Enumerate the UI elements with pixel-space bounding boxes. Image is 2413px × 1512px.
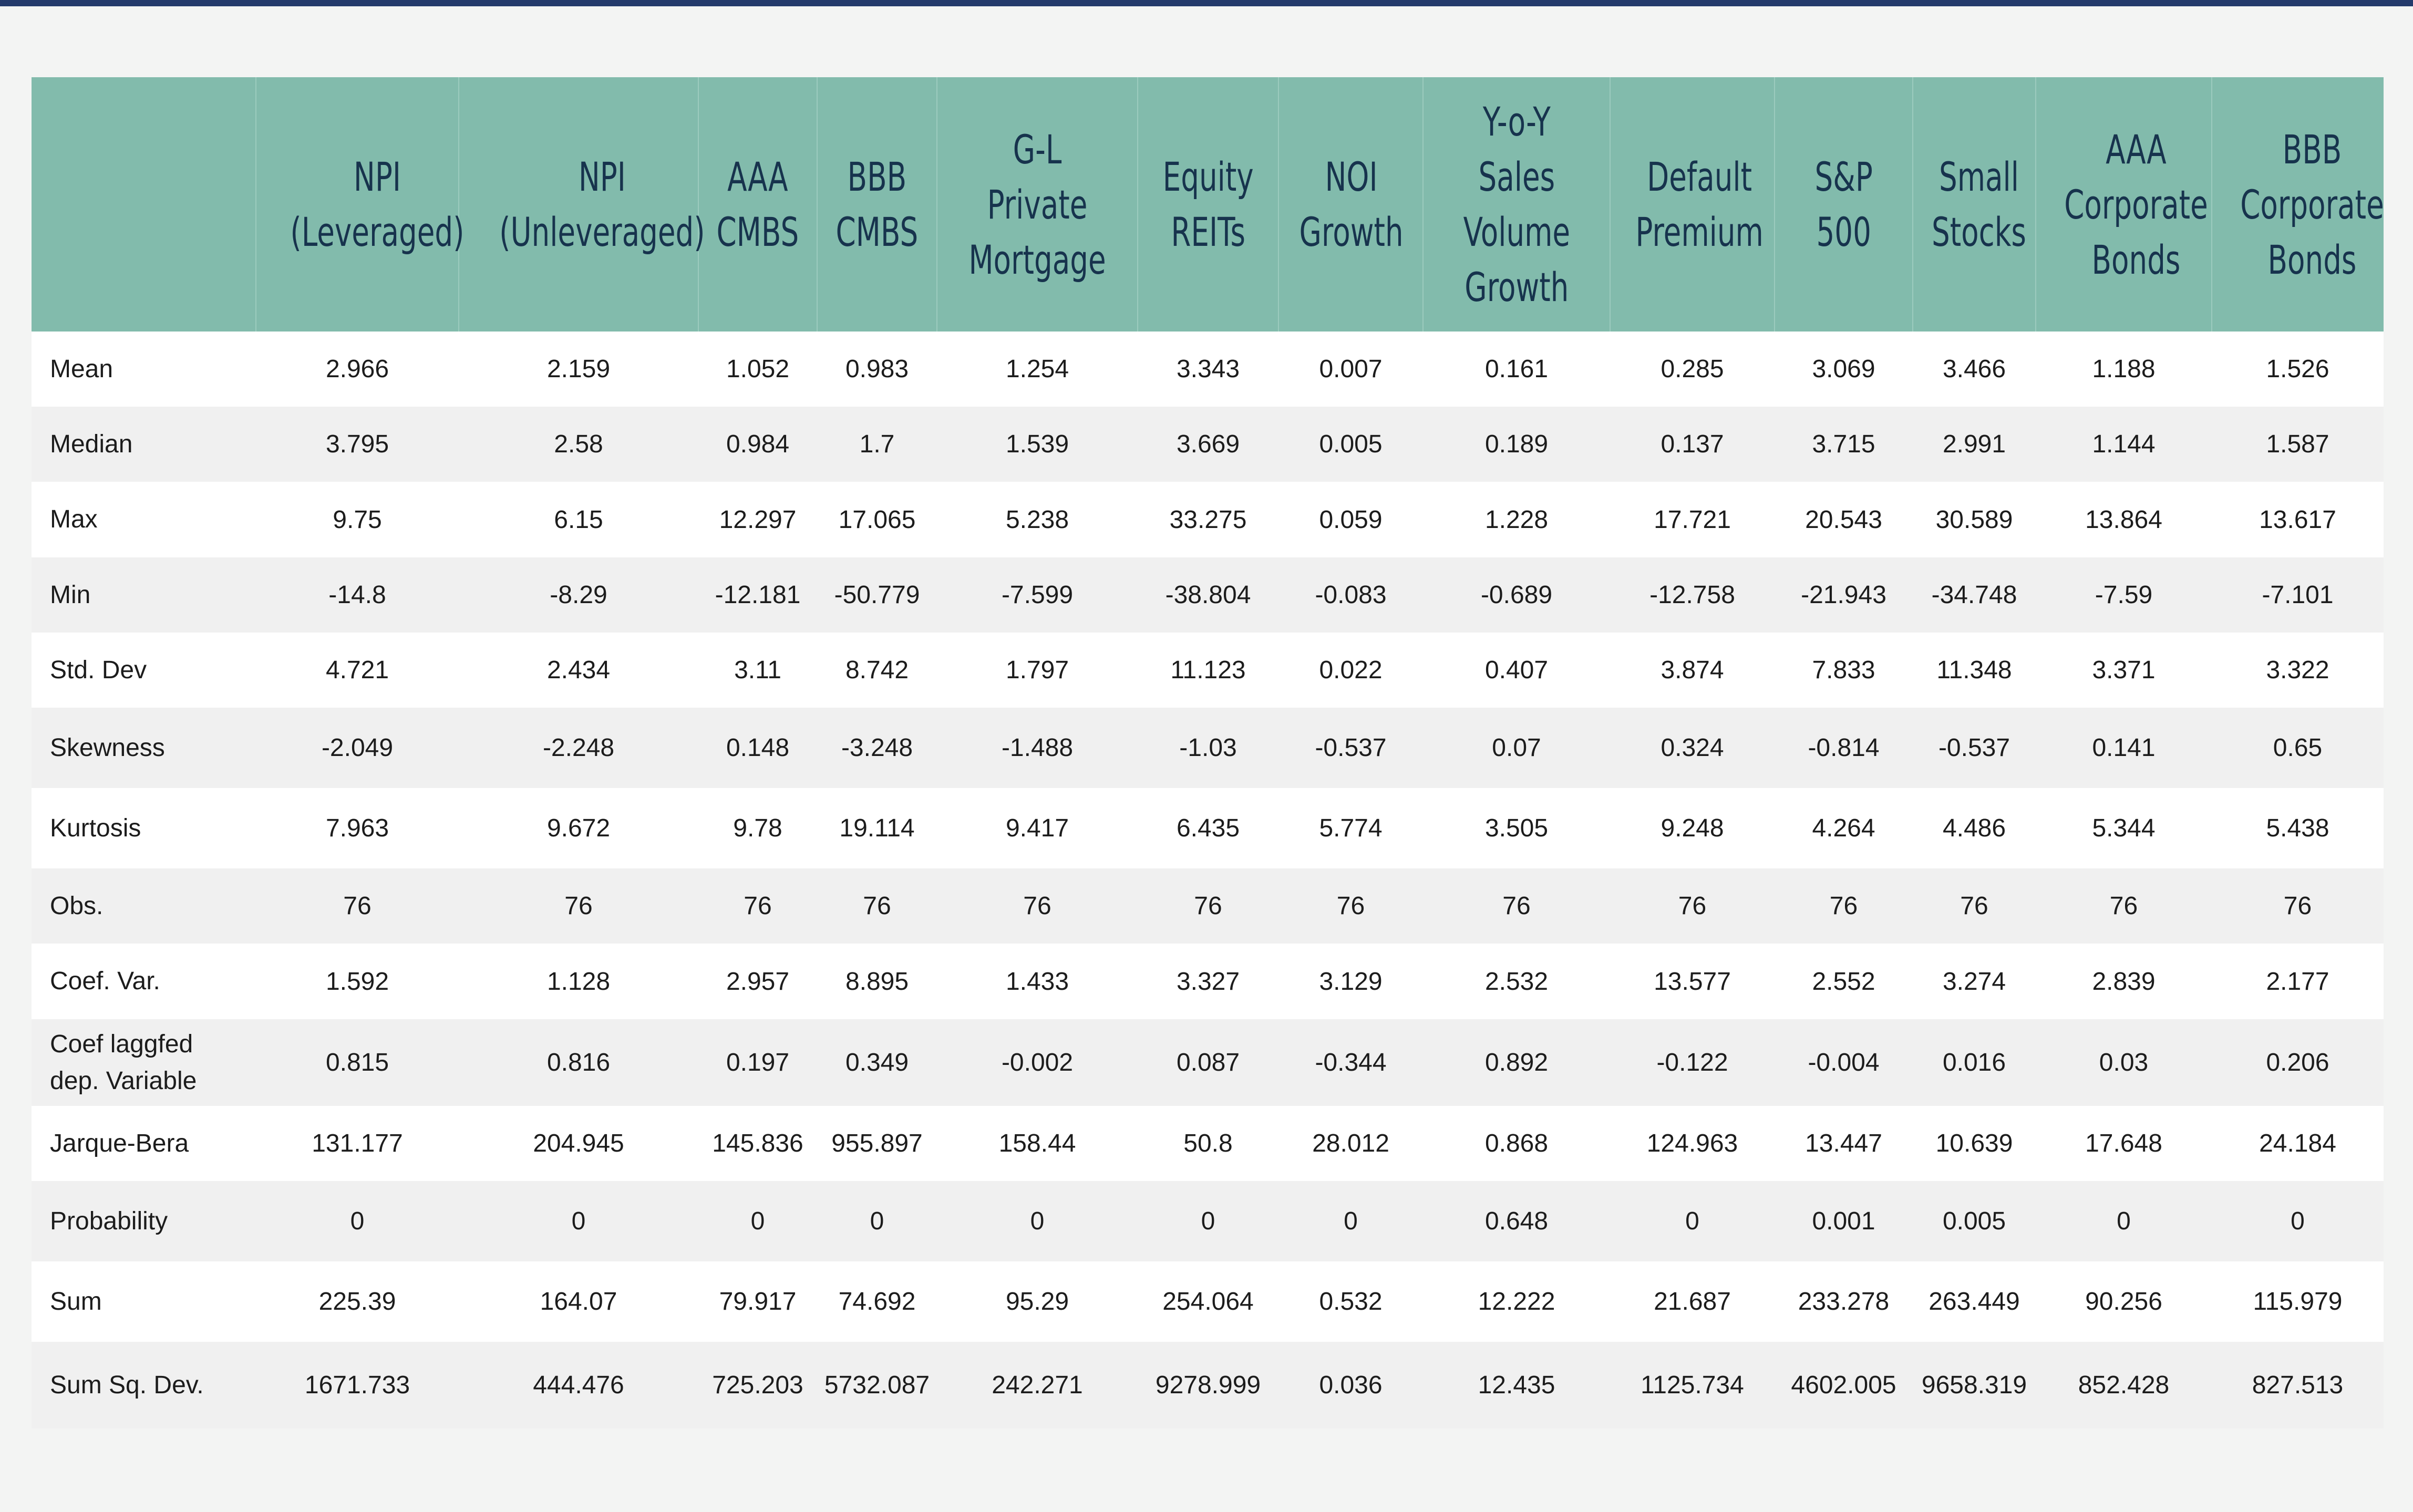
table-cell: -0.004 (1808, 1049, 1880, 1076)
table-cell: 1.797 (1005, 656, 1069, 684)
table-row (32, 788, 2384, 868)
table-cell: 0.206 (2266, 1049, 2329, 1076)
table-cell: -14.8 (328, 581, 386, 609)
table-cell: 1.254 (1005, 355, 1069, 383)
table-cell: 50.8 (1183, 1130, 1233, 1157)
table-cell: 0 (2117, 1207, 2131, 1235)
table-cell: 4.486 (1942, 814, 2006, 842)
row-label: Sum Sq. Dev. (50, 1371, 204, 1399)
table-cell: 1.188 (2092, 355, 2156, 383)
table-cell: 0.161 (1484, 355, 1549, 383)
table-cell: 2.552 (1812, 967, 1875, 996)
table-row (32, 332, 2384, 407)
table-cell: 9.75 (333, 505, 382, 534)
table-cell: -2.049 (321, 734, 394, 762)
table-body (32, 332, 2384, 1428)
table-cell: 2.159 (546, 355, 611, 383)
table-cell: 76 (1023, 892, 1051, 920)
table-cell: 7.963 (325, 814, 389, 842)
table-cell: 1125.734 (1641, 1371, 1744, 1399)
row-label: Coef laggfed dep. Variable (50, 1030, 197, 1095)
table-cell: 0.532 (1319, 1288, 1383, 1316)
table-cell: 2.177 (2266, 967, 2329, 996)
table-cell: 76 (1336, 892, 1365, 920)
table-cell: 5.774 (1319, 814, 1383, 842)
table-cell: 0.016 (1942, 1049, 2006, 1076)
table-cell: 0.648 (1484, 1207, 1549, 1235)
table-cell: -38.804 (1165, 581, 1251, 609)
table-row (32, 868, 2384, 944)
table-cell: 33.275 (1169, 505, 1247, 534)
table-cell: 3.715 (1812, 430, 1875, 458)
table-cell: 3.069 (1812, 355, 1875, 383)
table-cell: -3.248 (841, 734, 913, 762)
row-label: Probability (50, 1207, 168, 1235)
table-cell: 852.428 (2078, 1371, 2170, 1399)
table-cell: -34.748 (1931, 581, 2017, 609)
table-cell: 3.371 (2092, 656, 2156, 684)
table-cell: -7.599 (1001, 581, 1074, 609)
row-label: Sum (50, 1287, 102, 1316)
table-cell: 0 (1685, 1207, 1699, 1235)
table-cell: 0 (1030, 1207, 1045, 1235)
table-cell: 1671.733 (304, 1371, 410, 1399)
table-cell: 1.587 (2266, 430, 2329, 458)
table-cell: 11.348 (1936, 656, 2012, 684)
row-label: Mean (50, 355, 114, 383)
table-cell: 115.979 (2253, 1288, 2343, 1316)
table-cell: 13.577 (1654, 967, 1731, 996)
table-cell: 20.543 (1805, 505, 1882, 534)
table-cell: 5.438 (2266, 814, 2329, 842)
table-cell: 2.532 (1484, 967, 1549, 996)
table-cell: -0.537 (1938, 734, 2010, 762)
table-cell: 1.228 (1484, 505, 1549, 534)
table-cell: 76 (1502, 892, 1531, 920)
table-cell: 30.589 (1935, 505, 2013, 534)
table-cell: 1.052 (726, 355, 790, 383)
column-header: G-L Private Mortgage (937, 77, 1138, 332)
table-cell: 955.897 (831, 1130, 923, 1157)
table-cell: 0.407 (1484, 656, 1549, 684)
table-cell: 158.44 (998, 1130, 1076, 1157)
table-cell: 74.692 (838, 1288, 916, 1316)
table-cell: 12.435 (1478, 1371, 1555, 1399)
table-cell: 233.278 (1798, 1288, 1890, 1316)
table-cell: -0.344 (1315, 1049, 1387, 1076)
table-cell: -0.083 (1315, 581, 1387, 609)
row-label: Coef. Var. (50, 967, 160, 995)
table-cell: 0 (870, 1207, 884, 1235)
table-cell: 263.449 (1929, 1288, 2020, 1316)
table-cell: 0.03 (2099, 1049, 2149, 1076)
table-cell: 2.839 (2092, 967, 2156, 996)
table-cell: 3.327 (1176, 967, 1240, 996)
table-cell: -0.122 (1656, 1049, 1728, 1076)
table-cell: 28.012 (1312, 1130, 1389, 1157)
table-cell: 0 (1344, 1207, 1358, 1235)
table-cell: 4.264 (1812, 814, 1875, 842)
table-cell: 0.001 (1812, 1207, 1875, 1235)
column-header: NOI Growth (1278, 77, 1423, 332)
table-cell: 164.07 (540, 1288, 617, 1316)
table-cell: -50.779 (834, 581, 920, 609)
row-label: Median (50, 430, 133, 458)
table-cell: 6.435 (1176, 814, 1240, 842)
table-cell: 0.816 (546, 1049, 611, 1076)
table-cell: 1.433 (1005, 967, 1069, 996)
table-cell: 3.466 (1942, 355, 2006, 383)
table-cell: 444.476 (533, 1371, 624, 1399)
table-cell: 76 (564, 892, 593, 920)
table-cell: 9.672 (546, 814, 611, 842)
table-cell: 11.123 (1170, 656, 1246, 684)
table-row (32, 1106, 2384, 1181)
table-cell: 8.742 (845, 656, 909, 684)
table-cell: 3.505 (1484, 814, 1549, 842)
table-cell: 0.137 (1661, 430, 1724, 458)
row-label: Skewness (50, 733, 165, 762)
table-cell: 827.513 (2252, 1371, 2344, 1399)
table-cell: 76 (2283, 892, 2312, 920)
table-cell: 0.189 (1484, 430, 1549, 458)
table-cell: 5.344 (2092, 814, 2156, 842)
table-cell: 12.297 (719, 505, 797, 534)
table-cell: 124.963 (1646, 1130, 1738, 1157)
column-header: AAA Corporate Bonds (2036, 77, 2212, 332)
column-header: Equity REITs (1138, 77, 1278, 332)
table-cell: 1.539 (1005, 430, 1069, 458)
table-cell: 10.639 (1935, 1130, 2013, 1157)
table-cell: -12.181 (715, 581, 801, 609)
table-cell: 0.349 (845, 1049, 909, 1076)
table-cell: 3.274 (1942, 967, 2006, 996)
table-cell: 3.669 (1176, 430, 1240, 458)
table-cell: 90.256 (2085, 1288, 2162, 1316)
table-cell: 1.592 (325, 967, 389, 996)
table-cell: 3.874 (1661, 656, 1724, 684)
table-cell: 76 (863, 892, 891, 920)
table-header-row (32, 77, 2384, 332)
column-header: BBB Corporate Bonds (2212, 77, 2384, 332)
table-cell: 76 (1194, 892, 1222, 920)
table-cell: 76 (1960, 892, 1988, 920)
table-cell: 2.957 (726, 967, 790, 996)
table-cell: 0.197 (726, 1049, 790, 1076)
table-cell: -1.488 (1001, 734, 1074, 762)
table-cell: 1.7 (859, 430, 895, 458)
table-cell: 0.65 (2273, 734, 2323, 762)
table-cell: 0.141 (2092, 734, 2156, 762)
table-cell: 2.966 (325, 355, 389, 383)
table-cell: -0.814 (1808, 734, 1880, 762)
table-cell: 1.144 (2092, 430, 2156, 458)
column-header: S&P 500 (1775, 77, 1913, 332)
table-cell: 3.795 (325, 430, 389, 458)
table-cell: 13.617 (2259, 505, 2336, 534)
table-cell: 3.322 (2266, 656, 2329, 684)
table-cell: 0.007 (1319, 355, 1383, 383)
column-header: Small Stocks (1913, 77, 2036, 332)
table-cell: 254.064 (1162, 1288, 1254, 1316)
table-cell: 0 (571, 1207, 586, 1235)
column-header: NPI (Leveraged) (256, 77, 459, 332)
table-cell: 242.271 (992, 1371, 1083, 1399)
row-label: Obs. (50, 892, 104, 920)
table-cell: 0.868 (1484, 1130, 1549, 1157)
table-row (32, 482, 2384, 557)
table-cell: 0.005 (1942, 1207, 2006, 1235)
table-cell: 9.248 (1661, 814, 1724, 842)
table-cell: 0 (750, 1207, 765, 1235)
descriptive-statistics-table (32, 77, 2384, 1428)
table-cell: 0.059 (1319, 505, 1383, 534)
table-cell: 204.945 (533, 1130, 624, 1157)
header-corner (32, 77, 256, 332)
table-cell: 0.983 (845, 355, 909, 383)
row-label: Max (50, 505, 98, 533)
table-cell: 4.721 (325, 656, 389, 684)
table-cell: 76 (1829, 892, 1858, 920)
table-cell: 3.343 (1176, 355, 1240, 383)
table-cell: 0.984 (726, 430, 790, 458)
table-cell: 1.526 (2266, 355, 2329, 383)
row-label: Jarque-Bera (50, 1129, 189, 1157)
table-cell: 0.148 (726, 734, 790, 762)
table-cell: -0.689 (1480, 581, 1553, 609)
table-row (32, 557, 2384, 633)
table-row (32, 708, 2384, 788)
table-cell: 76 (1678, 892, 1707, 920)
table-cell: 145.836 (712, 1130, 803, 1157)
table-cell: 0.285 (1661, 355, 1724, 383)
table-cell: 0.07 (1492, 734, 1541, 762)
table-cell: 17.721 (1654, 505, 1731, 534)
table-cell: 0 (2291, 1207, 2305, 1235)
row-label: Min (50, 581, 91, 609)
table-cell: 0 (350, 1207, 365, 1235)
table-cell: 24.184 (2259, 1130, 2336, 1157)
top-accent-bar (0, 0, 2413, 6)
table-cell: 79.917 (719, 1288, 797, 1316)
table-cell: 2.434 (546, 656, 611, 684)
table-cell: 0.036 (1319, 1371, 1383, 1399)
column-header: Y-o-Y Sales Volume Growth (1423, 77, 1610, 332)
table-row (32, 1181, 2384, 1261)
column-header: AAA CMBS (698, 77, 817, 332)
table-cell: 6.15 (554, 505, 603, 534)
table-cell: -7.59 (2095, 581, 2153, 609)
table-cell: -8.29 (550, 581, 607, 609)
table-cell: 0.022 (1319, 656, 1383, 684)
table-row (32, 633, 2384, 708)
table-cell: 225.39 (318, 1288, 396, 1316)
table-cell: -0.537 (1315, 734, 1387, 762)
row-label: Std. Dev (50, 656, 147, 684)
table-cell: 0.815 (325, 1049, 389, 1076)
table-cell: 5.238 (1005, 505, 1069, 534)
table-cell: 76 (343, 892, 372, 920)
column-header: BBB CMBS (817, 77, 937, 332)
table-cell: 76 (744, 892, 772, 920)
table-cell: 0 (1201, 1207, 1215, 1235)
table-cell: 2.58 (554, 430, 603, 458)
table-cell: 0.005 (1319, 430, 1383, 458)
table-row (32, 407, 2384, 482)
table-cell: 5732.087 (824, 1371, 930, 1399)
table-cell: 9278.999 (1155, 1371, 1261, 1399)
table-cell: 21.687 (1654, 1288, 1731, 1316)
table-cell: 17.065 (838, 505, 916, 534)
table-cell: -12.758 (1649, 581, 1735, 609)
table-row (32, 1342, 2384, 1428)
table-cell: 13.864 (2085, 505, 2162, 534)
table-cell: 19.114 (839, 814, 915, 842)
table-cell: 8.895 (845, 967, 909, 996)
table-cell: 3.129 (1319, 967, 1383, 996)
column-header: NPI (Unleveraged) (459, 77, 698, 332)
table-cell: 76 (2109, 892, 2138, 920)
table-row (32, 944, 2384, 1019)
table-cell: 3.11 (734, 656, 781, 684)
table-cell: -0.002 (1001, 1049, 1074, 1076)
table-cell: 0.324 (1661, 734, 1724, 762)
table-row (32, 1261, 2384, 1342)
table-cell: 725.203 (712, 1371, 803, 1399)
table-cell: 9658.319 (1921, 1371, 2027, 1399)
table-cell: 9.417 (1005, 814, 1069, 842)
table-cell: 13.447 (1805, 1130, 1882, 1157)
column-header: Default Premium (1610, 77, 1775, 332)
table-cell: 4602.005 (1791, 1371, 1896, 1399)
table-cell: 17.648 (2085, 1130, 2162, 1157)
table-cell: 95.29 (1005, 1288, 1069, 1316)
table-cell: 131.177 (312, 1130, 403, 1157)
table-cell: -7.101 (2262, 581, 2334, 609)
row-label: Kurtosis (50, 814, 141, 842)
table-cell: 9.78 (733, 814, 782, 842)
table-cell: -2.248 (542, 734, 615, 762)
table-cell: -1.03 (1179, 734, 1237, 762)
table-row (32, 1019, 2384, 1106)
table-cell: 7.833 (1812, 656, 1875, 684)
table-cell: 0.892 (1484, 1049, 1549, 1076)
table-cell: 12.222 (1478, 1288, 1555, 1316)
table-cell: 2.991 (1942, 430, 2006, 458)
table-cell: 1.128 (546, 967, 611, 996)
table-cell: -21.943 (1801, 581, 1886, 609)
table-cell: 0.087 (1176, 1049, 1240, 1076)
